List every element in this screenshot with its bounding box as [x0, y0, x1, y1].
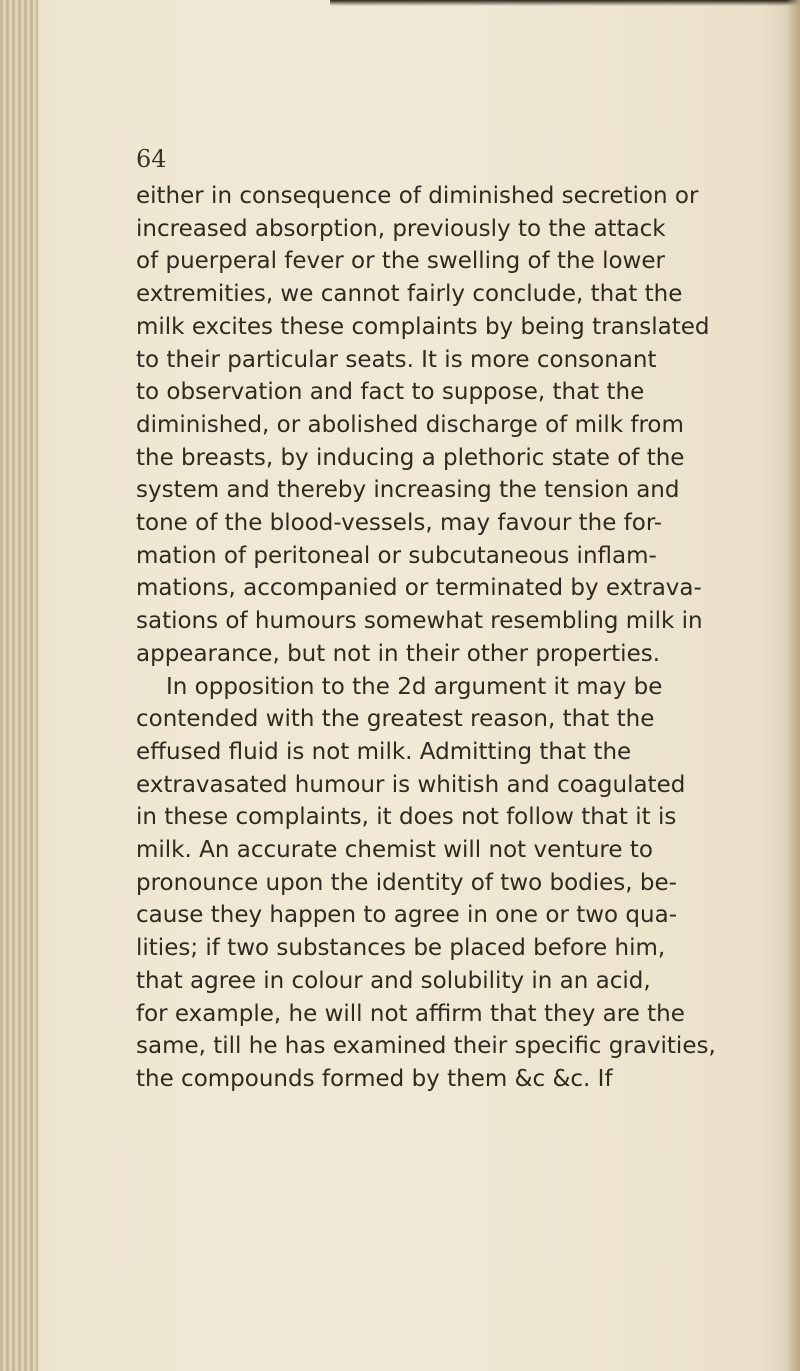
- text-line: sations of humours somewhat resembling milk in: [136, 608, 703, 635]
- text-line: milk. An accurate chemist will not venture to: [136, 837, 653, 864]
- text-line: appearance, but not in their other properties.: [136, 640, 661, 667]
- binding-edge: [0, 0, 38, 1371]
- body-text: [136, 180, 796, 1096]
- text-line: milk excites these complaints by being translated: [136, 313, 710, 340]
- text-line: contended with the greatest reason, that the: [136, 706, 655, 733]
- text-line: increased absorption, previously to the attack: [136, 215, 666, 242]
- text-line: for example, he will not affirm that they are the: [136, 1000, 685, 1027]
- top-shadow: [330, 0, 800, 6]
- text-line: same, till he has examined their specific gravities,: [136, 1033, 716, 1060]
- text-line: system and thereby increasing the tension and: [136, 477, 680, 504]
- text-line: extremities, we cannot fairly conclude, that the: [136, 281, 683, 308]
- paragraph-start-line: In opposition to the 2d argument it may be: [166, 673, 663, 700]
- text-line: mations, accompanied or terminated by extrava-: [136, 575, 702, 602]
- text-line: to observation and fact to suppose, that the: [136, 379, 645, 406]
- text-line: mation of peritoneal or subcutaneous inflam-: [136, 542, 657, 569]
- text-line: that agree in colour and solubility in an acid,: [136, 967, 651, 994]
- text-line: pronounce upon the identity of two bodies, be-: [136, 869, 677, 896]
- text-line: either in consequence of diminished secretion or: [136, 183, 699, 209]
- text-line: of puerperal fever or the swelling of the lower: [136, 248, 665, 275]
- text-line: to their particular seats. It is more consonant: [136, 346, 657, 373]
- text-line: extravasated humour is whitish and coagulated: [136, 771, 686, 798]
- text-line: effused fluid is not milk. Admitting that the: [136, 738, 632, 765]
- text-line: the compounds formed by them &c &c. If: [136, 1065, 613, 1092]
- text-line: tone of the blood-vessels, may favour the for-: [136, 510, 663, 537]
- page-number: 64: [136, 145, 167, 173]
- text-line: diminished, or abolished discharge of milk from: [136, 411, 684, 438]
- text-line: cause they happen to agree in one or two qua-: [136, 902, 678, 929]
- text-line: lities; if two substances be placed before him,: [136, 935, 666, 962]
- text-line: in these complaints, it does not follow that it is: [136, 804, 677, 831]
- text-line: the breasts, by inducing a plethoric state of the: [136, 444, 685, 471]
